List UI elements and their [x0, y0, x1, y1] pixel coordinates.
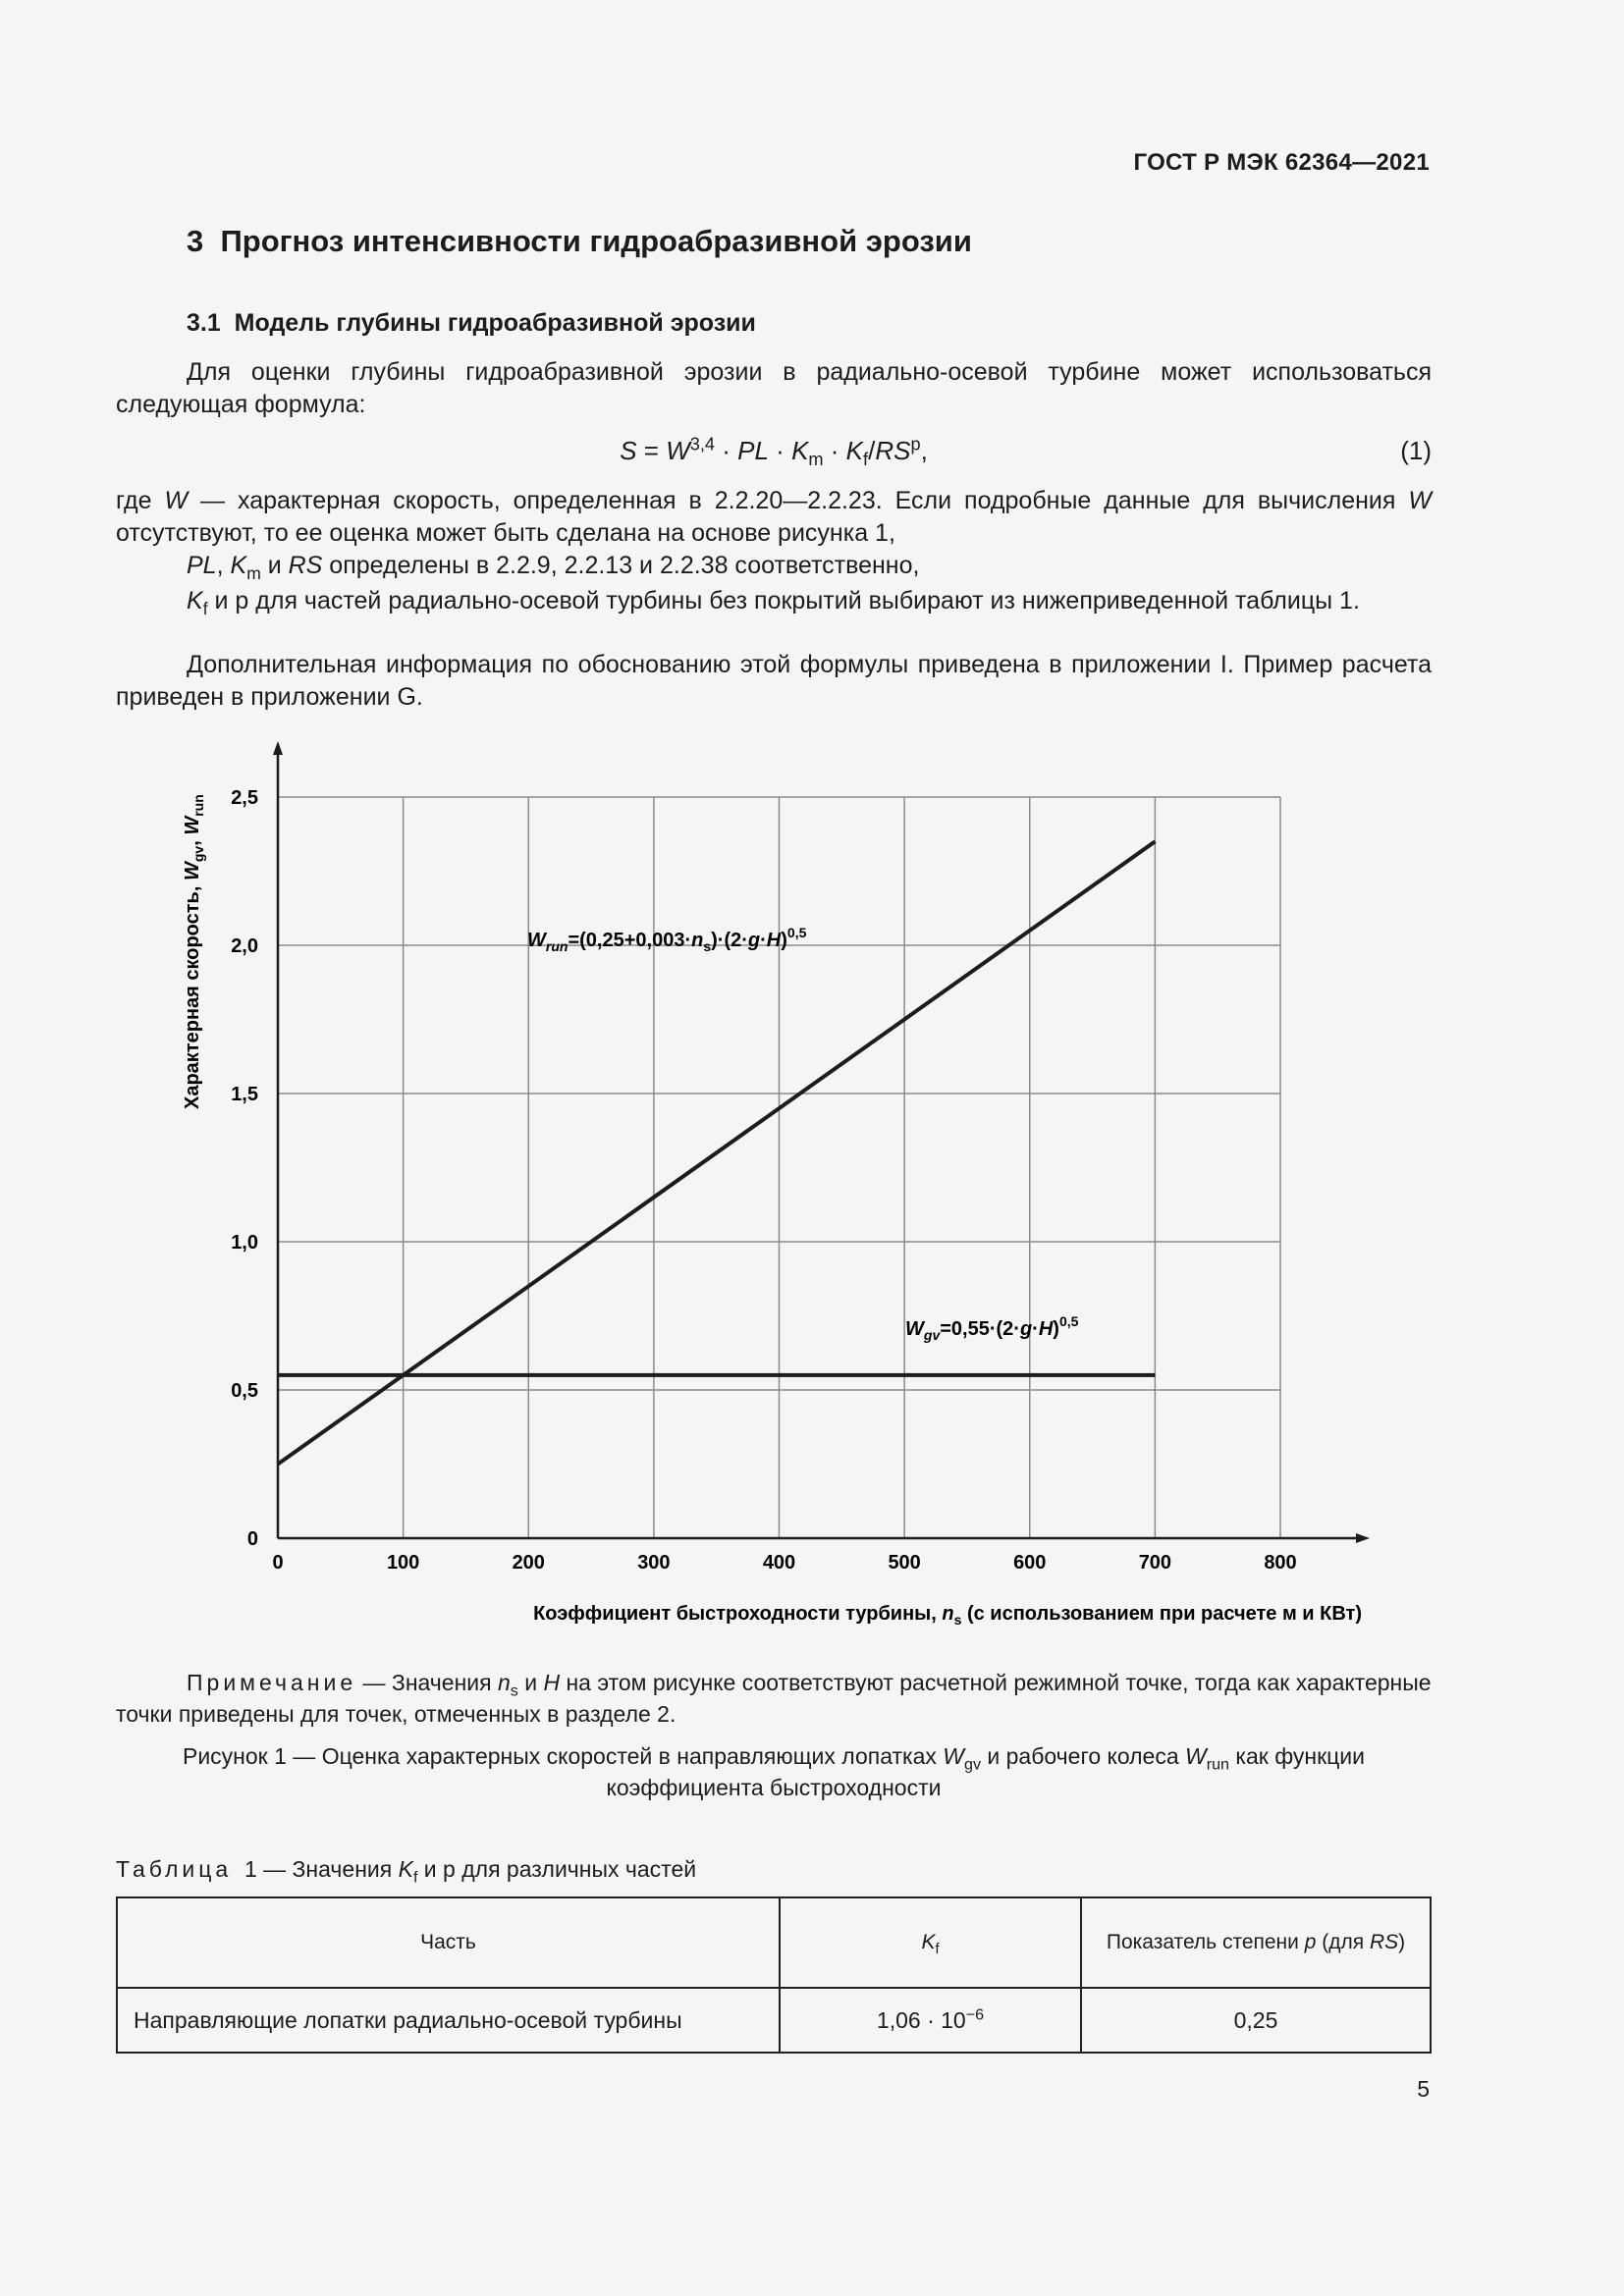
y-tick-label: 1,5	[231, 1084, 258, 1105]
additional-info-paragraph: Дополнительная информация по обоснованию этой формулы приведена в приложении I. Пример расчета приведен в приложении G.	[116, 651, 1432, 711]
table-cell-kf: $1,06 \cdot 10^{-6}$	[780, 1988, 1081, 2053]
chart-grid	[278, 797, 1280, 1538]
x-tick-label: 200	[512, 1552, 545, 1574]
table-label: Таблица	[116, 1856, 233, 1882]
section-title: Прогноз интенсивности гидроабразивной эрозии	[220, 224, 972, 258]
where-pl-paragraph: PL, $K_m$ и RS определены в 2.2.9, 2.2.13 и 2.2.38 соответственно,	[187, 552, 920, 583]
y-tick-label: 1,0	[231, 1232, 258, 1254]
x-tick-label: 600	[1013, 1552, 1047, 1574]
table-header-row	[117, 1897, 1431, 1988]
table-title: Таблица 1 — Значения $K_f$ и p для различных частей	[116, 1856, 697, 1887]
y-tick-label: 0	[246, 1528, 258, 1550]
formula-number: (1)	[1400, 436, 1432, 465]
table-cell-exponent: 0,25	[1081, 1988, 1431, 2053]
note-label: Примечание	[187, 1670, 357, 1695]
where-w-paragraph: где W — характерная скорость, определенная в 2.2.20—2.2.23. Если подробные данные для вычисления W отсутствуют, то ее оценка может быть сделана на основе рисунка 1,	[116, 487, 1432, 547]
table-header-part: Часть	[117, 1897, 780, 1988]
x-tick-label: 0	[272, 1552, 284, 1574]
figure-note: Примечание — Значения $n_s$ и H на этом рисунке соответствуют расчетной режимной точке, тогда как характерные точки приведены для точек, отмеченных в разделе 2.	[116, 1670, 1432, 1727]
wrun-annotation: $W_{run}=(0,25+0,003\cdot n_s)\cdot(2\cdot g\cdot H)^{0,5}$	[527, 925, 807, 954]
figure-caption: Рисунок 1 — Оценка характерных скоростей в направляющих лопатках $W_{gv}$ и рабочего колеса $W_{run}$ как функции коэффициента быстроходности	[182, 1743, 1365, 1800]
table-header-kf: $K_f$	[780, 1897, 1081, 1988]
table-row	[117, 1988, 1431, 2053]
kf-table	[116, 1896, 1432, 2054]
x-tick-label: 500	[888, 1552, 921, 1574]
formula-expression: S = W$^{3,4}$ · PL · $K_m \cdot K_f/RS^p$,	[620, 434, 928, 470]
where-kf-paragraph: $K_f$ и p для частей радиально-осевой турбины без покрытий выбирают из нижеприведенной таблицы 1.	[187, 587, 1360, 618]
x-tick-label: 800	[1264, 1552, 1297, 1574]
section-number: 3	[187, 224, 204, 258]
wgv-annotation: $W_{gv}=0,55\cdot(2\cdot g\cdot H)^{0,5}$	[905, 1313, 1079, 1343]
x-axis-label: Коэффициент быстроходности турбины, $n_s$ (с использованием при расчете м и КВт)	[533, 1603, 1362, 1628]
page-number: 5	[1417, 2076, 1430, 2102]
x-tick-label: 300	[637, 1552, 671, 1574]
intro-paragraph: Для оценки глубины гидроабразивной эрозии в радиально-осевой турбине может использоваться следующая формула:	[116, 358, 1432, 418]
y-tick-labels	[231, 787, 258, 1550]
x-tick-labels	[272, 1552, 1296, 1574]
x-tick-label: 700	[1138, 1552, 1172, 1574]
table-header-exponent: Показатель степени p (для RS)	[1081, 1897, 1431, 1988]
table-cell-part: Направляющие лопатки радиально-осевой турбины	[117, 1988, 780, 2053]
y-tick-label: 2,5	[231, 787, 258, 809]
x-tick-label: 100	[386, 1552, 420, 1574]
document-code: ГОСТ Р МЭК 62364—2021	[1133, 149, 1430, 176]
subsection-title: Модель глубины гидроабразивной эрозии	[234, 309, 756, 337]
x-tick-label: 400	[762, 1552, 796, 1574]
y-axis-label: Характерная скорость, $W_{gv}$, $W_{run}$	[182, 794, 206, 1109]
y-tick-label: 2,0	[231, 935, 258, 957]
subsection-number: 3.1	[187, 309, 221, 337]
y-tick-label: 0,5	[231, 1380, 258, 1402]
